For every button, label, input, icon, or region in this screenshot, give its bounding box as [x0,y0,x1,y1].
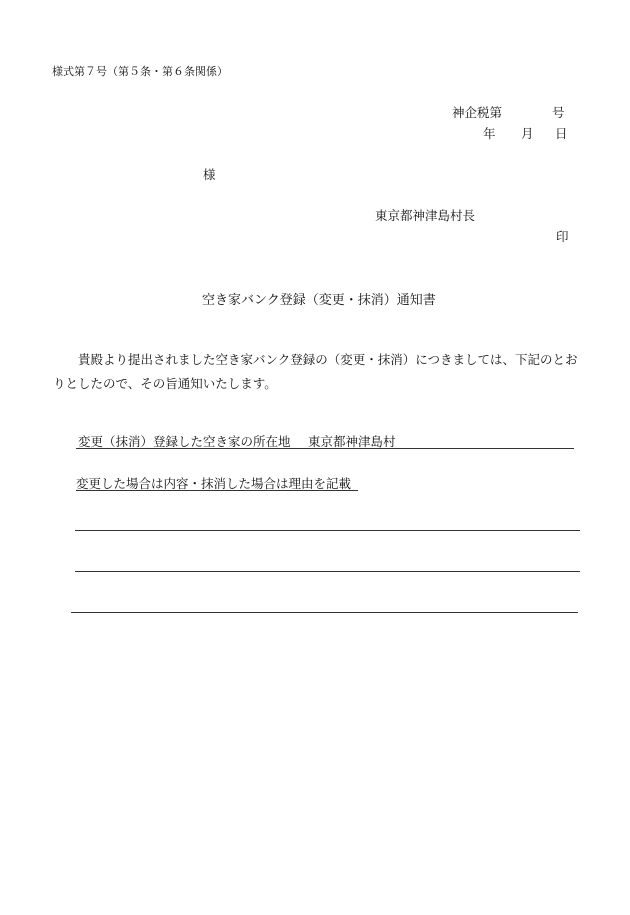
date-month-label: 月 [521,126,534,141]
location-field-label: 変更（抹消）登録した空き家の所在地 [78,434,291,449]
date-day-label: 日 [555,126,568,141]
document-title: 空き家バンク登録（変更・抹消）通知書 [202,293,436,308]
seal-mark: 印 [556,229,569,244]
body-paragraph: 貴殿より提出されました空き家バンク登録の（変更・抹消）につきましては、下記のとおりとしたので、その旨通知いたします。 [53,352,578,391]
reason-blank-line[interactable] [75,571,580,572]
document-number-suffix: 号 [552,105,565,120]
issuer-title: 東京都神津島村長 [375,208,476,223]
location-underline [76,448,574,449]
document-number-label: 神企税第 [452,105,503,120]
reason-blank-line[interactable] [75,530,580,531]
form-number: 様式第７号（第５条・第６条関係） [52,65,228,78]
reason-field-label: 変更した場合は内容・抹消した場合は理由を記載 [76,476,352,491]
reason-blank-line[interactable] [71,612,578,613]
addressee-honorific: 様 [203,167,216,182]
date-year-label: 年 [483,126,496,141]
location-field-value: 東京都神津島村 [308,434,396,449]
reason-label-underline [76,490,358,491]
